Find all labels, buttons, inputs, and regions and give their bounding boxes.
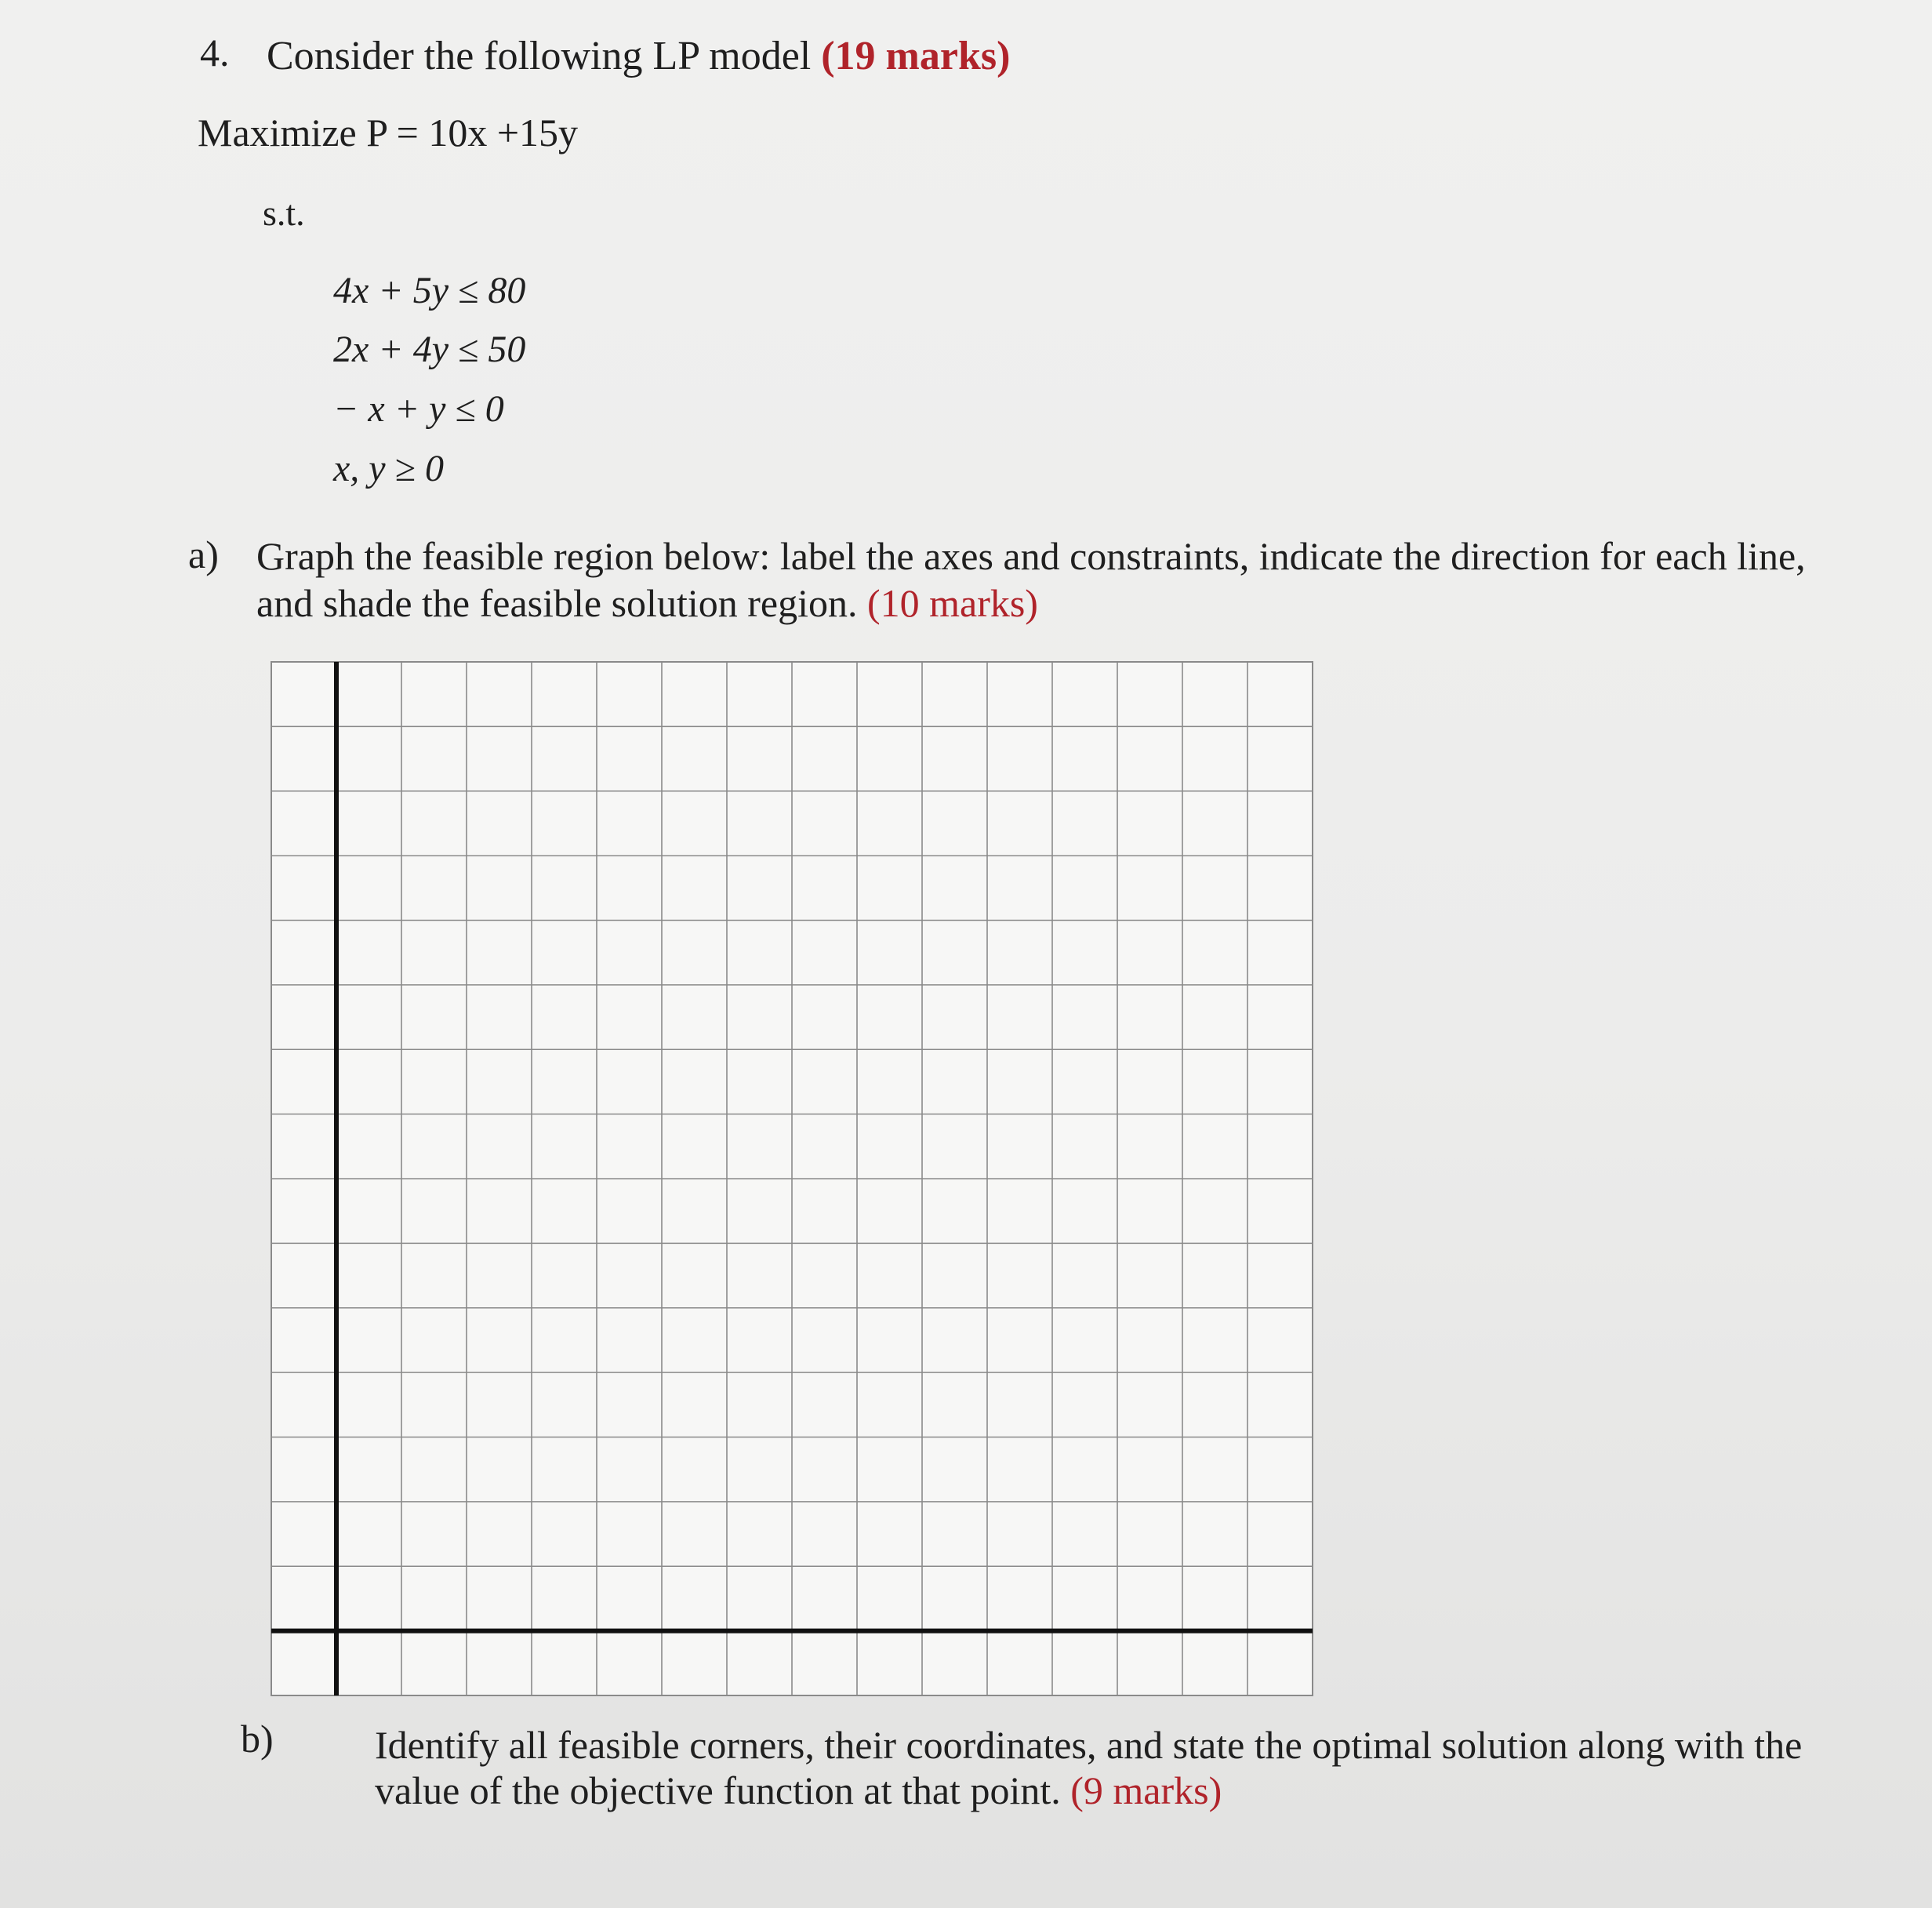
objective-function: Maximize P = 10x +15y	[198, 111, 579, 154]
subject-to-label: s.t.	[263, 193, 305, 233]
question-title-text: Consider the following LP model	[267, 34, 812, 78]
part-a-instruction-line1: Graph the feasible region below: label the axes and constraints, indicate the direction for each line,	[256, 534, 1806, 578]
question-title	[267, 33, 1010, 79]
part-a-instruction-line2	[256, 580, 1038, 626]
part-a-label: a)	[188, 532, 219, 576]
part-b-instruction-text: value of the objective function at that point.	[375, 1768, 1061, 1812]
question-marks: (19 marks)	[821, 34, 1011, 78]
question-number: 4.	[200, 31, 230, 75]
part-a-instruction-text: and shade the feasible solution region.	[256, 581, 858, 625]
constraint-3: − x + y ≤ 0	[333, 388, 504, 430]
graph-grid[interactable]	[267, 657, 1317, 1700]
constraint-nonnegativity: x, y ≥ 0	[333, 448, 444, 489]
part-b-marks: (9 marks)	[1070, 1768, 1222, 1812]
part-b-label: b)	[241, 1717, 274, 1761]
constraint-2: 2x + 4y ≤ 50	[333, 329, 526, 370]
constraint-1: 4x + 5y ≤ 80	[333, 270, 526, 311]
graph-area[interactable]	[267, 657, 1317, 1700]
part-b-instruction-line2	[375, 1768, 1222, 1813]
part-b-instruction-line1: Identify all feasible corners, their coordinates, and state the optimal solution along with the	[375, 1723, 1803, 1767]
part-a-marks: (10 marks)	[866, 581, 1038, 625]
